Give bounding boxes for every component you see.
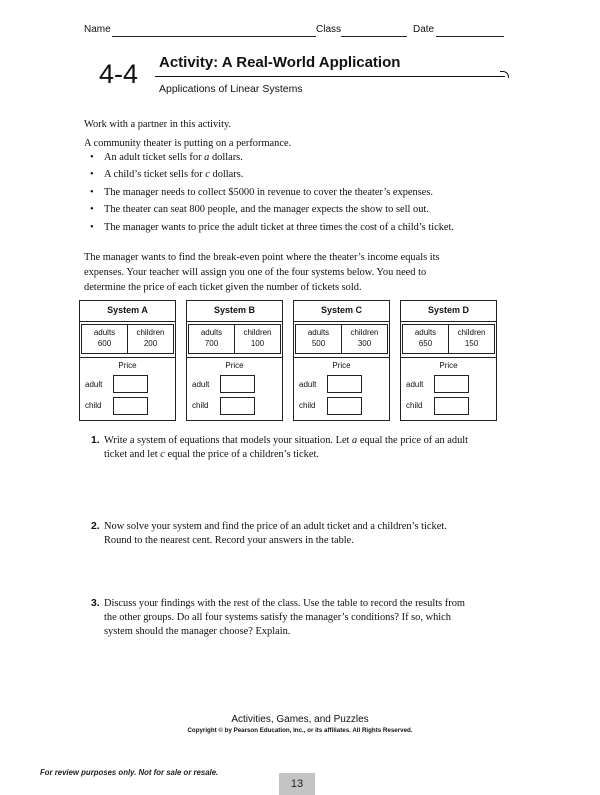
page-subtitle: Applications of Linear Systems xyxy=(159,83,303,95)
partner-instruction: Work with a partner in this activity. xyxy=(84,119,232,130)
review-note: For review purposes only. Not for sale or resale. xyxy=(40,768,219,777)
adults-header: adults xyxy=(414,328,437,337)
adult-row-label: adult xyxy=(192,380,210,389)
adult-price-input[interactable] xyxy=(327,375,362,393)
bullet-icon: • xyxy=(90,204,94,216)
lesson-number: 4-4 xyxy=(99,59,139,89)
children-count: 100 xyxy=(250,339,265,348)
condition-item: • The theater can seat 800 people, and the manager expects the show to sell out. xyxy=(90,204,429,216)
page-number: 13 xyxy=(279,773,315,795)
bullet-icon: • xyxy=(90,169,94,181)
price-label: Price xyxy=(332,361,351,370)
system-a-box xyxy=(79,300,176,421)
system-d-box xyxy=(400,300,497,421)
divider xyxy=(80,357,175,358)
child-price-input[interactable] xyxy=(113,397,148,415)
name-field[interactable] xyxy=(112,36,316,37)
book-title: Activities, Games, and Puzzles xyxy=(231,714,369,725)
child-price-input[interactable] xyxy=(434,397,469,415)
date-field[interactable] xyxy=(436,36,504,37)
divider xyxy=(401,357,496,358)
question-number: 2. xyxy=(91,521,100,532)
bullet-icon: • xyxy=(90,152,94,163)
child-row-label: child xyxy=(192,401,209,410)
bullet-icon: • xyxy=(90,186,94,198)
ticket-counts xyxy=(295,324,388,354)
adult-row-label: adult xyxy=(299,380,317,389)
question-number: 1. xyxy=(91,435,100,446)
divider xyxy=(187,357,282,358)
ticket-counts xyxy=(188,324,281,354)
price-label: Price xyxy=(118,361,137,370)
children-count: 200 xyxy=(143,339,158,348)
question-3: 3. Discuss your findings with the rest of the class. Use the table to record the results from the other groups. Do all four systems satisfy the manager’s conditions? If so, which system should the manager choose? Explain. xyxy=(91,598,465,637)
divider xyxy=(80,321,175,322)
adult-row-label: adult xyxy=(85,380,103,389)
date-label: Date xyxy=(413,24,435,35)
condition-item: • The manager wants to price the adult ticket at three times the cost of a child’s ticket. xyxy=(90,221,454,233)
question-2: 2. Now solve your system and find the price of an adult ticket and a children’s ticket. Round to the nearest cent. Record your answers in the table. xyxy=(91,521,447,546)
children-count: 150 xyxy=(464,339,479,348)
class-field[interactable] xyxy=(341,36,407,37)
question-1: 1. Write a system of equations that models your situation. Let a equal the price of an adult ticket and let c equal the price of a children’s ticket. xyxy=(91,435,469,460)
system-b-box xyxy=(186,300,283,421)
ticket-counts xyxy=(81,324,174,354)
title-rule xyxy=(155,76,505,77)
adult-price-input[interactable] xyxy=(434,375,469,393)
class-label: Class xyxy=(316,24,342,35)
children-header: children xyxy=(457,328,486,337)
child-row-label: child xyxy=(406,401,423,410)
children-count: 300 xyxy=(357,339,372,348)
system-name: System C xyxy=(320,305,363,315)
name-label: Name xyxy=(84,24,111,35)
title-rule-end xyxy=(500,71,509,78)
adults-count: 500 xyxy=(311,339,326,348)
divider xyxy=(294,357,389,358)
adults-count: 600 xyxy=(97,339,112,348)
task-description: The manager wants to find the break-even point where the theater’s income equals its expenses. Your teacher will assign you one of the four systems below. You need to determine the price of each ticket given the number of tickets sold. xyxy=(84,252,440,293)
divider xyxy=(401,321,496,322)
children-header: children xyxy=(243,328,272,337)
price-label: Price xyxy=(439,361,458,370)
divider xyxy=(187,321,282,322)
question-number: 3. xyxy=(91,598,100,609)
bullet-icon: • xyxy=(90,221,94,233)
system-name: System D xyxy=(427,305,470,315)
adults-header: adults xyxy=(200,328,223,337)
child-row-label: child xyxy=(85,401,102,410)
divider xyxy=(294,321,389,322)
adults-header: adults xyxy=(93,328,116,337)
page-title: Activity: A Real-World Application xyxy=(159,54,401,71)
condition-item: • An adult ticket sells for a dollars. xyxy=(90,152,243,163)
adult-price-input[interactable] xyxy=(113,375,148,393)
scenario-setup: A community theater is putting on a performance. xyxy=(84,138,292,149)
adult-price-input[interactable] xyxy=(220,375,255,393)
price-label: Price xyxy=(225,361,244,370)
condition-item: • A child’s ticket sells for c dollars. xyxy=(90,169,244,181)
ticket-counts xyxy=(402,324,495,354)
system-name: System A xyxy=(107,305,148,315)
adults-count: 700 xyxy=(204,339,219,348)
child-price-input[interactable] xyxy=(220,397,255,415)
condition-item: • The manager needs to collect $5000 in revenue to cover the theater’s expenses. xyxy=(90,186,434,198)
child-row-label: child xyxy=(299,401,316,410)
adults-header: adults xyxy=(307,328,330,337)
adult-row-label: adult xyxy=(406,380,424,389)
system-name: System B xyxy=(213,305,256,315)
adults-count: 650 xyxy=(418,339,433,348)
children-header: children xyxy=(136,328,165,337)
conditions-list xyxy=(84,151,464,238)
copyright: Copyright © by Pearson Education, Inc., or its affiliates. All Rights Reserved. xyxy=(187,727,413,734)
system-c-box xyxy=(293,300,390,421)
children-header: children xyxy=(350,328,379,337)
child-price-input[interactable] xyxy=(327,397,362,415)
